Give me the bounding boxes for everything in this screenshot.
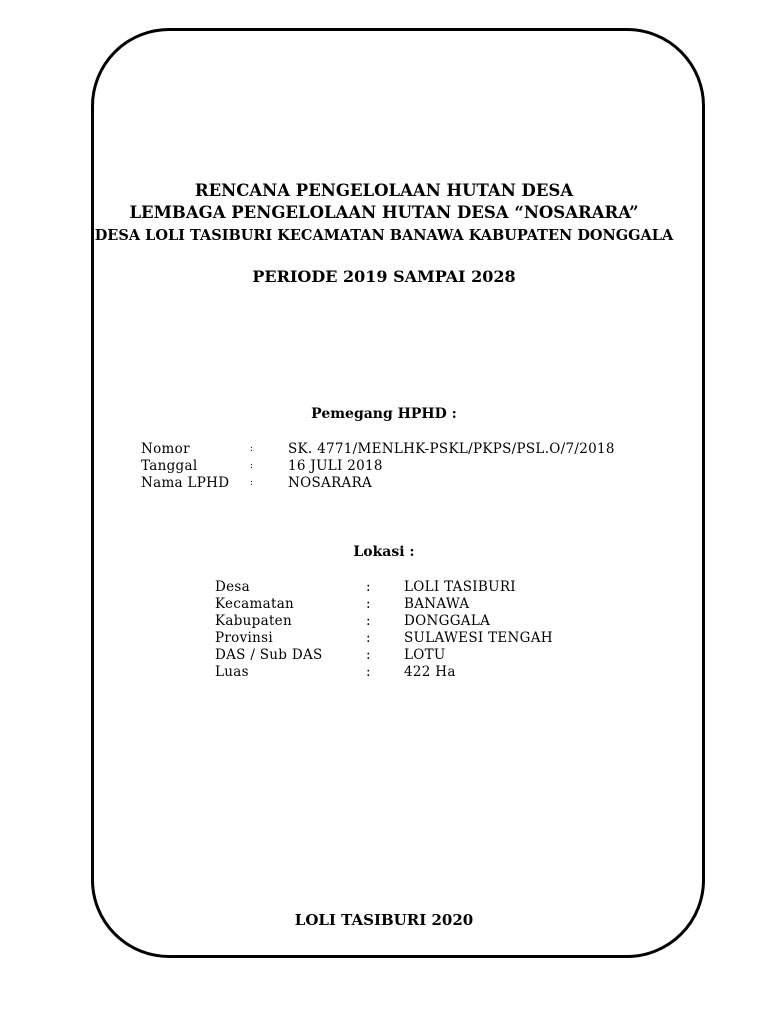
- lokasi-value: 422 Ha: [404, 664, 456, 680]
- lokasi-colon: :: [366, 664, 371, 680]
- lokasi-colon: :: [366, 630, 371, 646]
- pemegang-value: NOSARARA: [288, 475, 373, 491]
- lokasi-value: BANAWA: [404, 596, 470, 612]
- pemegang-key: Nama LPHD: [141, 475, 230, 491]
- pemegang-colon: :: [250, 444, 254, 454]
- pemegang-key: Nomor: [141, 441, 190, 457]
- lokasi-key: Desa: [215, 579, 250, 595]
- lokasi-value: LOTU: [404, 647, 446, 663]
- document-title-line-1: RENCANA PENGELOLAAN HUTAN DESA: [194, 181, 574, 200]
- lokasi-heading: Lokasi :: [353, 544, 415, 560]
- lokasi-colon: :: [366, 596, 371, 612]
- lokasi-key: Provinsi: [215, 630, 273, 646]
- lokasi-colon: :: [366, 613, 371, 629]
- lokasi-key: Luas: [215, 664, 249, 680]
- lokasi-key: Kabupaten: [215, 613, 292, 629]
- document-title-line-2: LEMBAGA PENGELOLAAN HUTAN DESA “NOSARARA”: [129, 203, 639, 222]
- pemegang-colon: :: [250, 461, 254, 471]
- lokasi-value: LOLI TASIBURI: [404, 579, 516, 595]
- lokasi-value: DONGGALA: [404, 613, 491, 629]
- lokasi-key: Kecamatan: [215, 596, 295, 612]
- document-footer: LOLI TASIBURI 2020: [294, 911, 474, 929]
- document-border-frame: [91, 28, 705, 958]
- pemegang-value: 16 JULI 2018: [288, 458, 383, 474]
- lokasi-colon: :: [366, 579, 371, 595]
- pemegang-value: SK. 4771/MENLHK-PSKL/PKPS/PSL.O/7/2018: [288, 441, 615, 457]
- lokasi-key: DAS / Sub DAS: [215, 647, 323, 663]
- lokasi-value: SULAWESI TENGAH: [404, 630, 553, 646]
- lokasi-colon: :: [366, 647, 371, 663]
- document-period: PERIODE 2019 SAMPAI 2028: [252, 267, 516, 286]
- pemegang-colon: :: [250, 478, 254, 488]
- pemegang-key: Tanggal: [141, 458, 198, 474]
- pemegang-heading: Pemegang HPHD :: [311, 406, 457, 422]
- document-title-line-3: DESA LOLI TASIBURI KECAMATAN BANAWA KABUPATEN DONGGALA: [94, 227, 674, 244]
